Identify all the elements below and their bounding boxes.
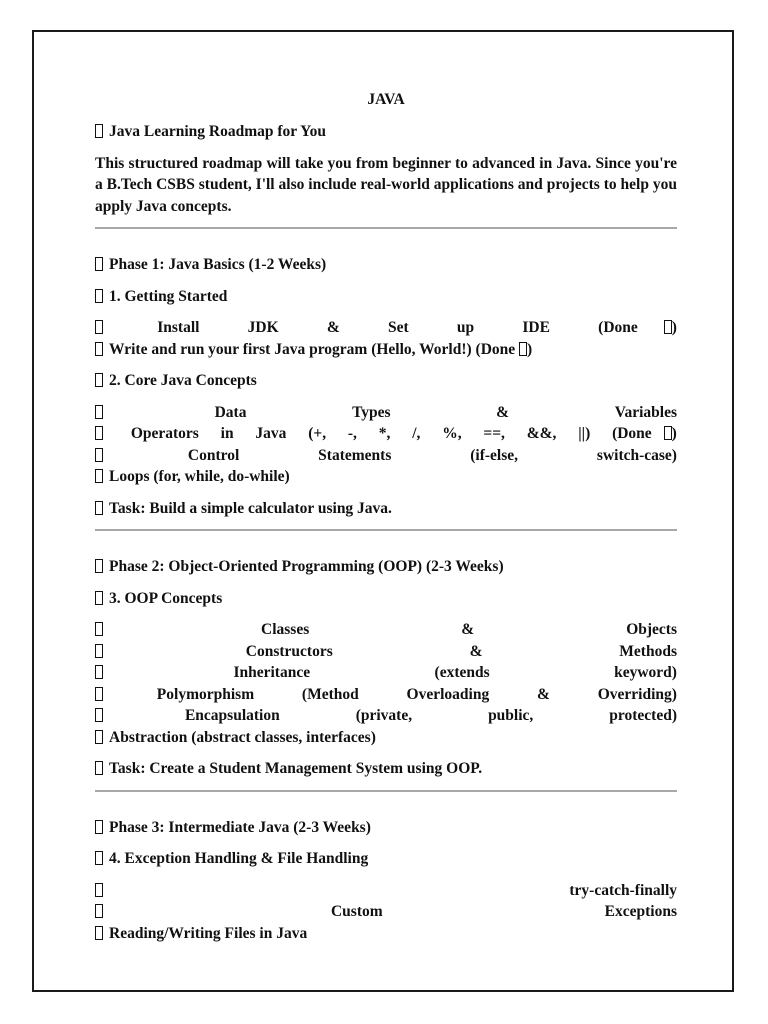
list-item: Custom Exceptions (95, 901, 677, 923)
phase-1-heading: Phase 1: Java Basics (1-2 Weeks) (95, 254, 677, 276)
section-divider (95, 529, 677, 531)
missing-glyph-icon (95, 469, 103, 483)
list-item: Data Types & Variables (95, 402, 677, 424)
roadmap-heading: Java Learning Roadmap for You (95, 121, 677, 143)
oop-concepts-heading: 3. OOP Concepts (95, 588, 677, 610)
list-item: Abstraction (abstract classes, interfaces) (95, 727, 677, 749)
missing-glyph-icon (95, 761, 103, 775)
missing-glyph-icon (95, 684, 109, 706)
section-divider (95, 227, 677, 229)
list-item: try-catch-finally (95, 880, 677, 902)
document-content (95, 90, 677, 954)
missing-glyph-icon (95, 402, 109, 424)
missing-glyph-icon (95, 851, 103, 865)
document-page (32, 30, 734, 992)
missing-glyph-icon (95, 559, 103, 573)
missing-glyph-icon (95, 124, 103, 138)
missing-glyph-icon (95, 257, 103, 271)
oop-concepts-list (95, 619, 677, 748)
list-item: Write and run your first Java program (Hello, World!) (Done ) (95, 339, 677, 361)
section-divider (95, 790, 677, 792)
missing-glyph-icon (95, 820, 103, 834)
missing-glyph-icon (95, 591, 103, 605)
missing-glyph-icon (95, 880, 109, 902)
missing-glyph-icon (664, 320, 672, 334)
missing-glyph-icon (95, 705, 109, 727)
missing-glyph-icon (95, 289, 103, 303)
getting-started-heading: 1. Getting Started (95, 286, 677, 308)
getting-started-list (95, 317, 677, 360)
phase-3-heading: Phase 3: Intermediate Java (2-3 Weeks) (95, 817, 677, 839)
missing-glyph-icon (95, 445, 109, 467)
list-item: Constructors & Methods (95, 641, 677, 663)
phase-2-heading: Phase 2: Object-Oriented Programming (OOP) (2-3 Weeks) (95, 556, 677, 578)
core-concepts-list (95, 402, 677, 488)
list-item: Polymorphism (Method Overloading & Overriding) (95, 684, 677, 706)
list-item: Encapsulation (private, public, protected) (95, 705, 677, 727)
list-item: Operators in Java (+, -, *, /, %, ==, &&, ||) (Done ) (95, 423, 677, 445)
list-item: Reading/Writing Files in Java (95, 923, 677, 945)
missing-glyph-icon (95, 342, 103, 356)
missing-glyph-icon (95, 926, 103, 940)
phase-1-task: Task: Build a simple calculator using Java. (95, 498, 677, 520)
missing-glyph-icon (95, 501, 103, 515)
missing-glyph-icon (95, 619, 109, 641)
phase-2-task: Task: Create a Student Management System using OOP. (95, 758, 677, 780)
missing-glyph-icon (95, 730, 103, 744)
list-item: Control Statements (if-else, switch-case) (95, 445, 677, 467)
exception-handling-heading: 4. Exception Handling & File Handling (95, 848, 677, 870)
missing-glyph-icon (95, 901, 109, 923)
missing-glyph-icon (95, 641, 109, 663)
page-title: JAVA (367, 91, 405, 108)
list-item: Install JDK & Set up IDE (Done ) (95, 317, 677, 339)
exception-handling-list (95, 880, 677, 945)
list-item: Classes & Objects (95, 619, 677, 641)
core-concepts-heading: 2. Core Java Concepts (95, 370, 677, 392)
list-item: Inheritance (extends keyword) (95, 662, 677, 684)
missing-glyph-icon (519, 342, 527, 356)
missing-glyph-icon (95, 317, 109, 339)
intro-paragraph: This structured roadmap will take you from beginner to advanced in Java. Since you're a B.Tech CSBS student, I'll also include real-world applications and projects to help you apply Java concepts. (95, 154, 677, 215)
list-item: Loops (for, while, do-while) (95, 466, 677, 488)
missing-glyph-icon (664, 426, 672, 440)
missing-glyph-icon (95, 373, 103, 387)
missing-glyph-icon (95, 423, 109, 445)
missing-glyph-icon (95, 662, 109, 684)
